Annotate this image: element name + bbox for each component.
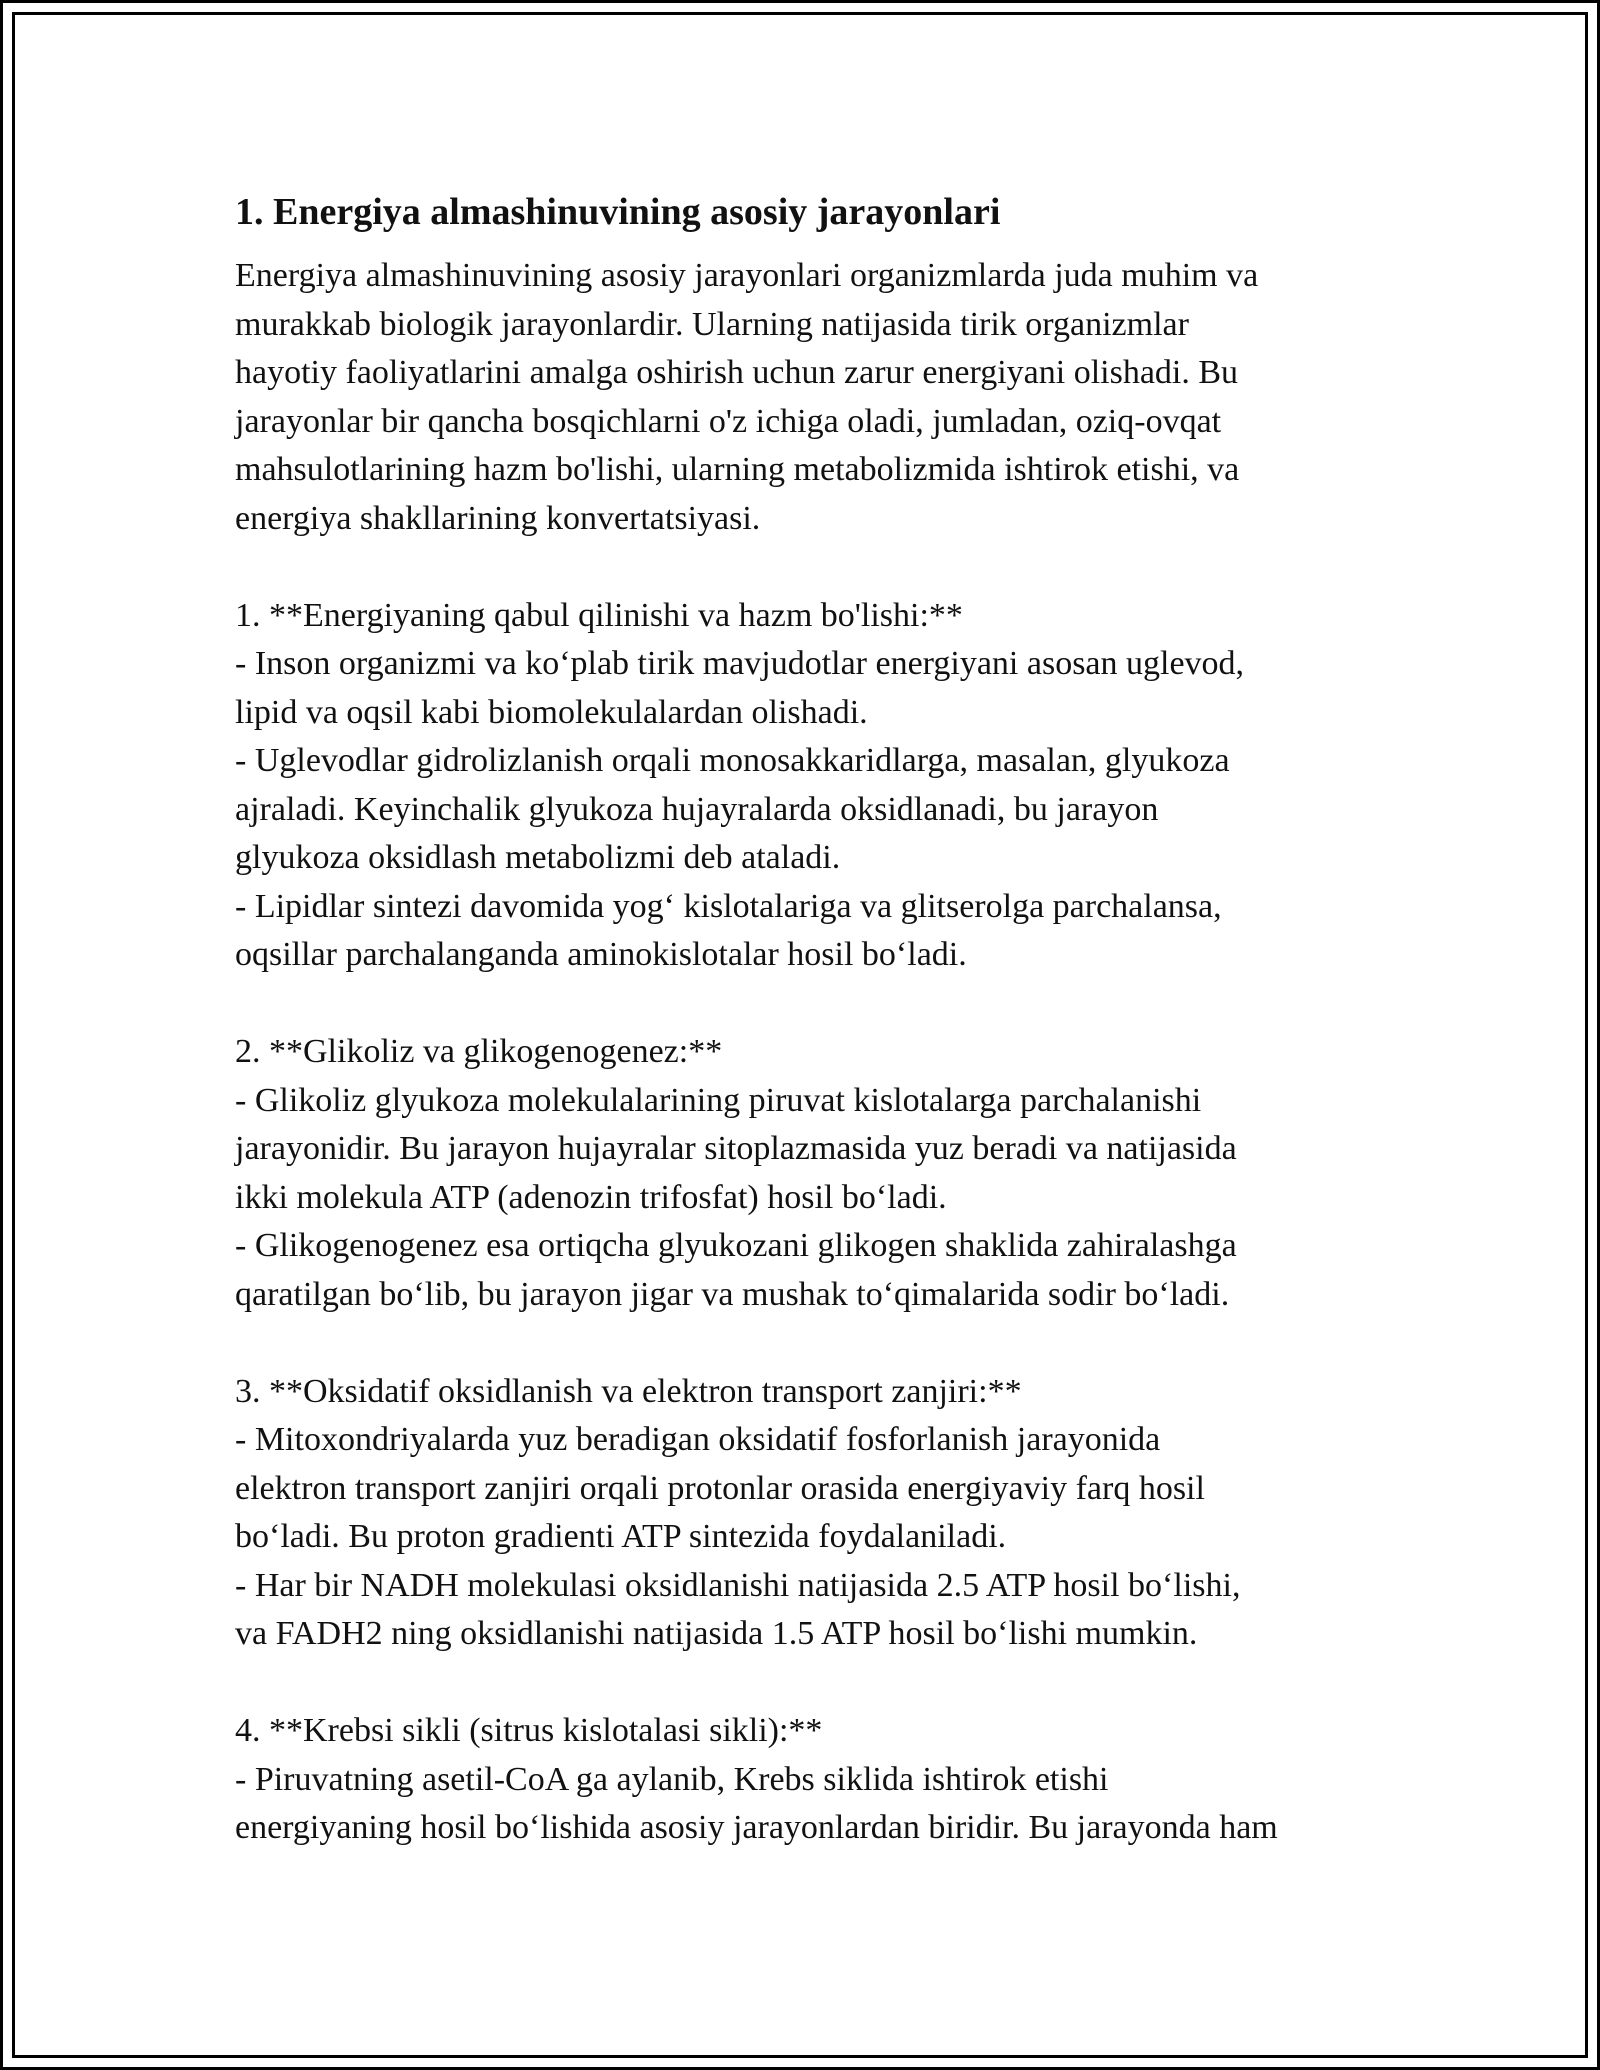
document-body-text: Energiya almashinuvining asosiy jarayonlari organizmlarda juda muhim va murakkab biologik jarayonlardir. Ularning natijasida tirik organizmlar hayotiy faoliyatlarini amalga oshirish uchun zarur energiyani olishadi. Bu jarayonlar bir qancha bosqichlarni o'z ichiga oladi, jumladan, oziq-ovqat mahsulotlarining hazm bo'lishi, ularning metabolizmida ishtirok etishi, va energiya shakllarining konvertatsiyasi. 1. **Energiyaning qabul qilinishi va hazm bo'lishi:** - Inson organizmi va koʻplab tirik mavjudotlar energiyani asosan uglevod, lipid va oqsil kabi biomolekulalardan olishadi. - Uglevodlar gidrolizlanish orqali monosakkaridlarga, masalan, glyukoza ajraladi. Keyinchalik glyukoza hujayralarda oksidlanadi, bu jarayon glyukoza oksidlash metabolizmi deb ataladi. - Lipidlar sintezi davomida yogʻ kislotalariga va glitserolga parchalansa, oqsillar parchalanganda aminokislotalar hosil boʻladi. 2. **Glikoliz va glikogenogenez:** - Glikoliz glyukoza molekulalarining piruvat kislotalarga parchalanishi jarayonidir. Bu jarayon hujayralar sitoplazmasida yuz beradi va natijasida ikki molekula ATP (adenozin trifosfat) hosil boʻladi. - Glikogenogenez esa ortiqcha glyukozani glikogen shaklida zahiralashga qaratilgan boʻlib, bu jarayon jigar va mushak toʻqimalarida sodir boʻladi. 3. **Oksidatif oksidlanish va elektron transport zanjiri:** - Mitoxondriyalarda yuz beradigan oksidatif fosforlanish jarayonida elektron transport zanjiri orqali protonlar orasida energiyaviy farq hosil boʻladi. Bu proton gradienti ATP sintezida foydalaniladi. - Har bir NADH molekulasi oksidlanishi natijasida 2.5 ATP hosil boʻlishi, va FADH2 ning oksidlanishi natijasida 1.5 ATP hosil boʻlishi mumkin. 4. **Krebsi sikli (sitrus kislotalasi sikli):** - Piruvatning asetil-CoA ga aylanib, Krebs siklida ishtirok etishi energiyaning hosil boʻlishida asosiy jarayonlardan biridir. Bu jarayonda ham — [235, 257, 1278, 1846]
document-content — [235, 186, 1385, 1853]
document-title: 1. Energiya almashinuvining asosiy jarayonlari — [235, 191, 1001, 233]
